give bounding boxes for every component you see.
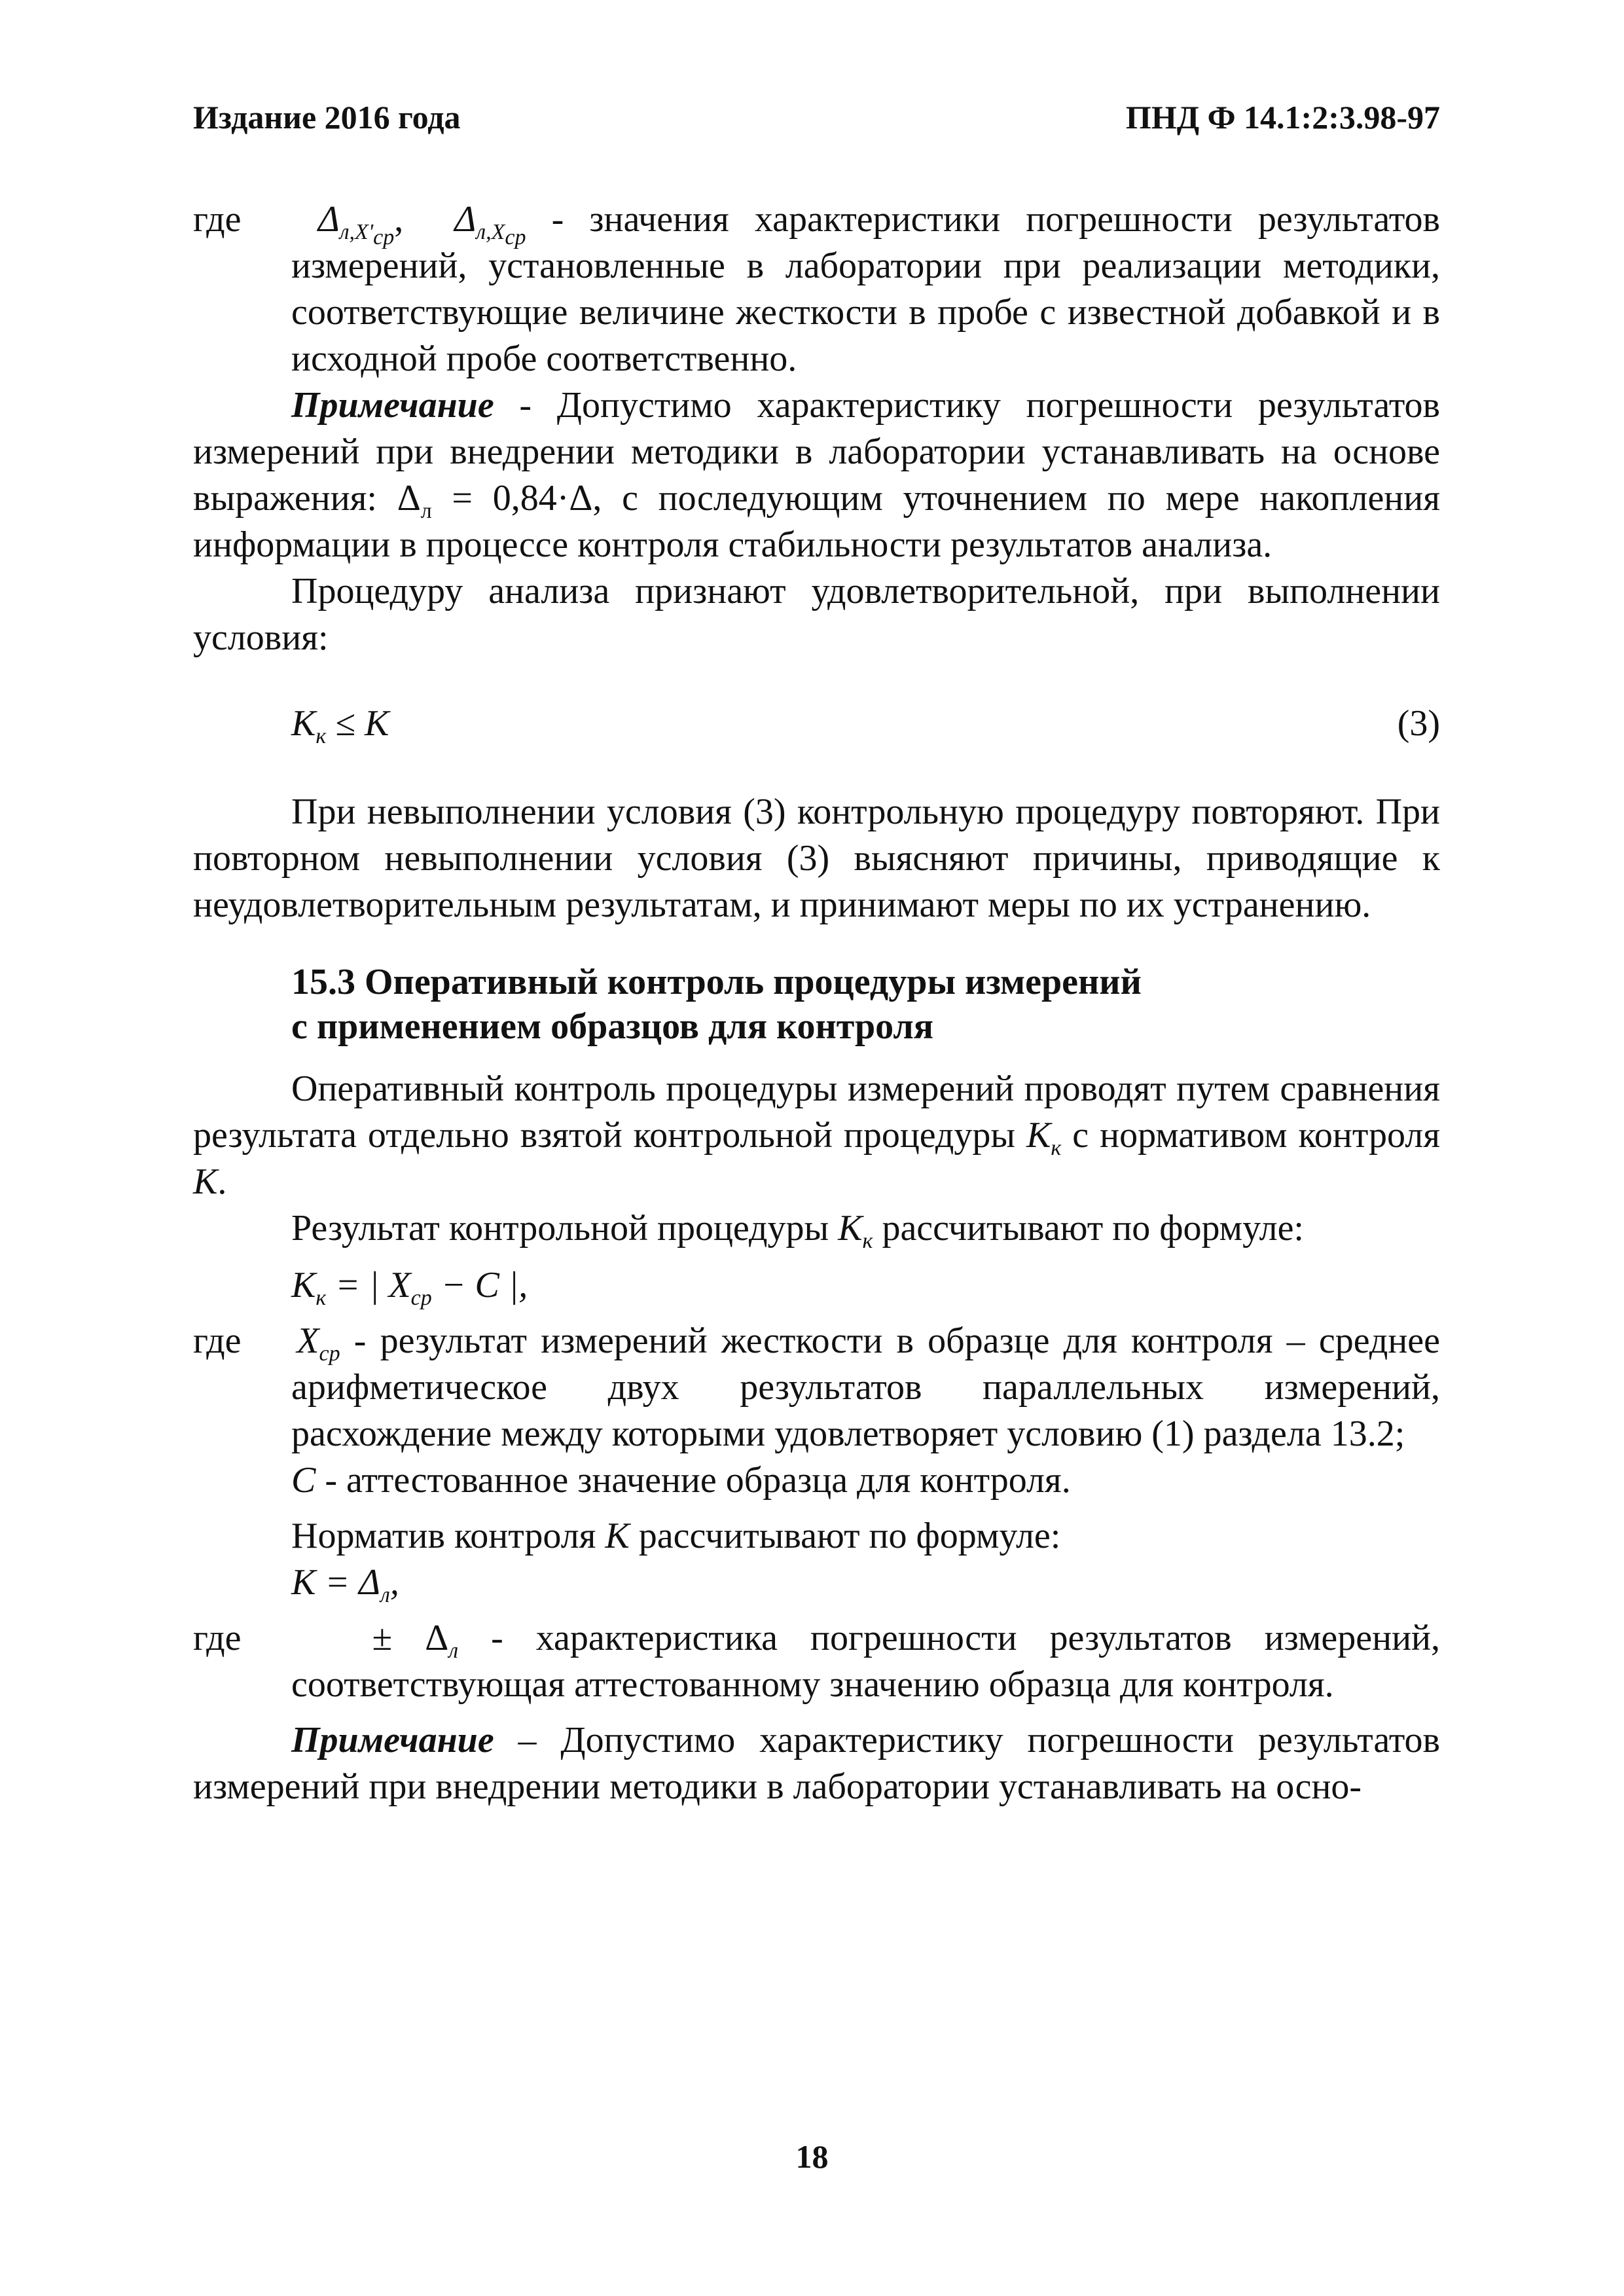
section-heading-15-3: 15.3 Оперативный контроль процедуры измерений с применением образцов для контроля xyxy=(291,962,1142,1047)
page-content xyxy=(193,196,1440,1810)
paragraph-c-value: C - аттестованное значение образца для контроля. xyxy=(291,1460,1071,1501)
formula-k xyxy=(193,1559,1440,1606)
paragraph-result-calc: Результат контрольной процедуры $K_к$ рассчитывают по формуле: xyxy=(291,1208,1304,1254)
paragraph-where-xcp: где $X_{ср}$ - результат измерений жесткости в образце для контроля – среднее арифметическое двух результатов параллельных измерений, расхождение между которыми удовлетворяет условию (1) раздела 13.2; xyxy=(193,1321,1440,1454)
note-paragraph-1: Примечание - Допустимо характеристику погрешности результатов измерений при внедрении методики в лаборатории устанавливать на основе выражения: $\Delta_л = 0,84\cdot\Delta$, с последующим уточнением по мере накопления информации в процессе контроля стабильности результатов анализа. xyxy=(193,385,1441,565)
formula-3-number: (3) xyxy=(1397,703,1440,744)
note-paragraph-2: Примечание – Допустимо характеристику погрешности результатов измерений при внедрении методики в лаборатории устанавливать на осно- xyxy=(193,1720,1440,1807)
symbol-delta-added: $\Delta_{л,X'_{ср}}$ xyxy=(317,199,395,249)
formula-kk xyxy=(193,1262,1440,1309)
paragraph-where-delta-l: где ± $\Delta_л$ - характеристика погрешности результатов измерений, соответствующая аттестованному значению образца для контроля. xyxy=(193,1618,1441,1705)
paragraph-procedure-accepted: Процедуру анализа признают удовлетворительной, при выполнении условия: xyxy=(193,571,1440,658)
note-label: Примечание xyxy=(291,1720,494,1760)
symbol-delta-source: $\Delta_{л,X_{ср}}$ xyxy=(454,199,526,249)
paragraph-norm-calc: Норматив контроля K рассчитывают по формуле: xyxy=(291,1516,1061,1556)
document-code: ПНД Ф 14.1:2:3.98-97 xyxy=(1125,99,1440,136)
paragraph-operative-control: Оперативный контроль процедуры измерений проводят путем сравнения результата отдельно взятой контрольной процедуры $K_к$ с нормативом контроля K. xyxy=(193,1068,1440,1202)
formula-kk-expression: $K_к$ = | $X_{ср} - C$ |, xyxy=(291,1265,528,1311)
note-label: Примечание xyxy=(291,385,494,426)
edition-label: Издание 2016 года xyxy=(193,99,461,136)
paragraph-repeat-procedure: При невыполнении условия (3) контрольную процедуру повторяют. При повторном невыполнении условия (3) выясняют причины, приводящие к неудовлетворительным результатам, и принимают меры по их устранению. xyxy=(193,792,1440,925)
paragraph-where-delta: где $\Delta_{л,X'_{ср}}$, $\Delta_{л,X_{ср}}$ - значения характеристики погрешности результатов измерений, установленные в лаборатории при реализации методики, соответствующие величине жесткости в пробе с известной добавкой и в исходной пробе соответственно. xyxy=(193,199,1440,379)
formula-3 xyxy=(193,701,1440,747)
page-number: 18 xyxy=(795,2138,829,2175)
formula-3-expression: $K_к \le K$ xyxy=(291,703,389,749)
formula-k-expression: $K = \Delta_л$, xyxy=(291,1562,399,1608)
